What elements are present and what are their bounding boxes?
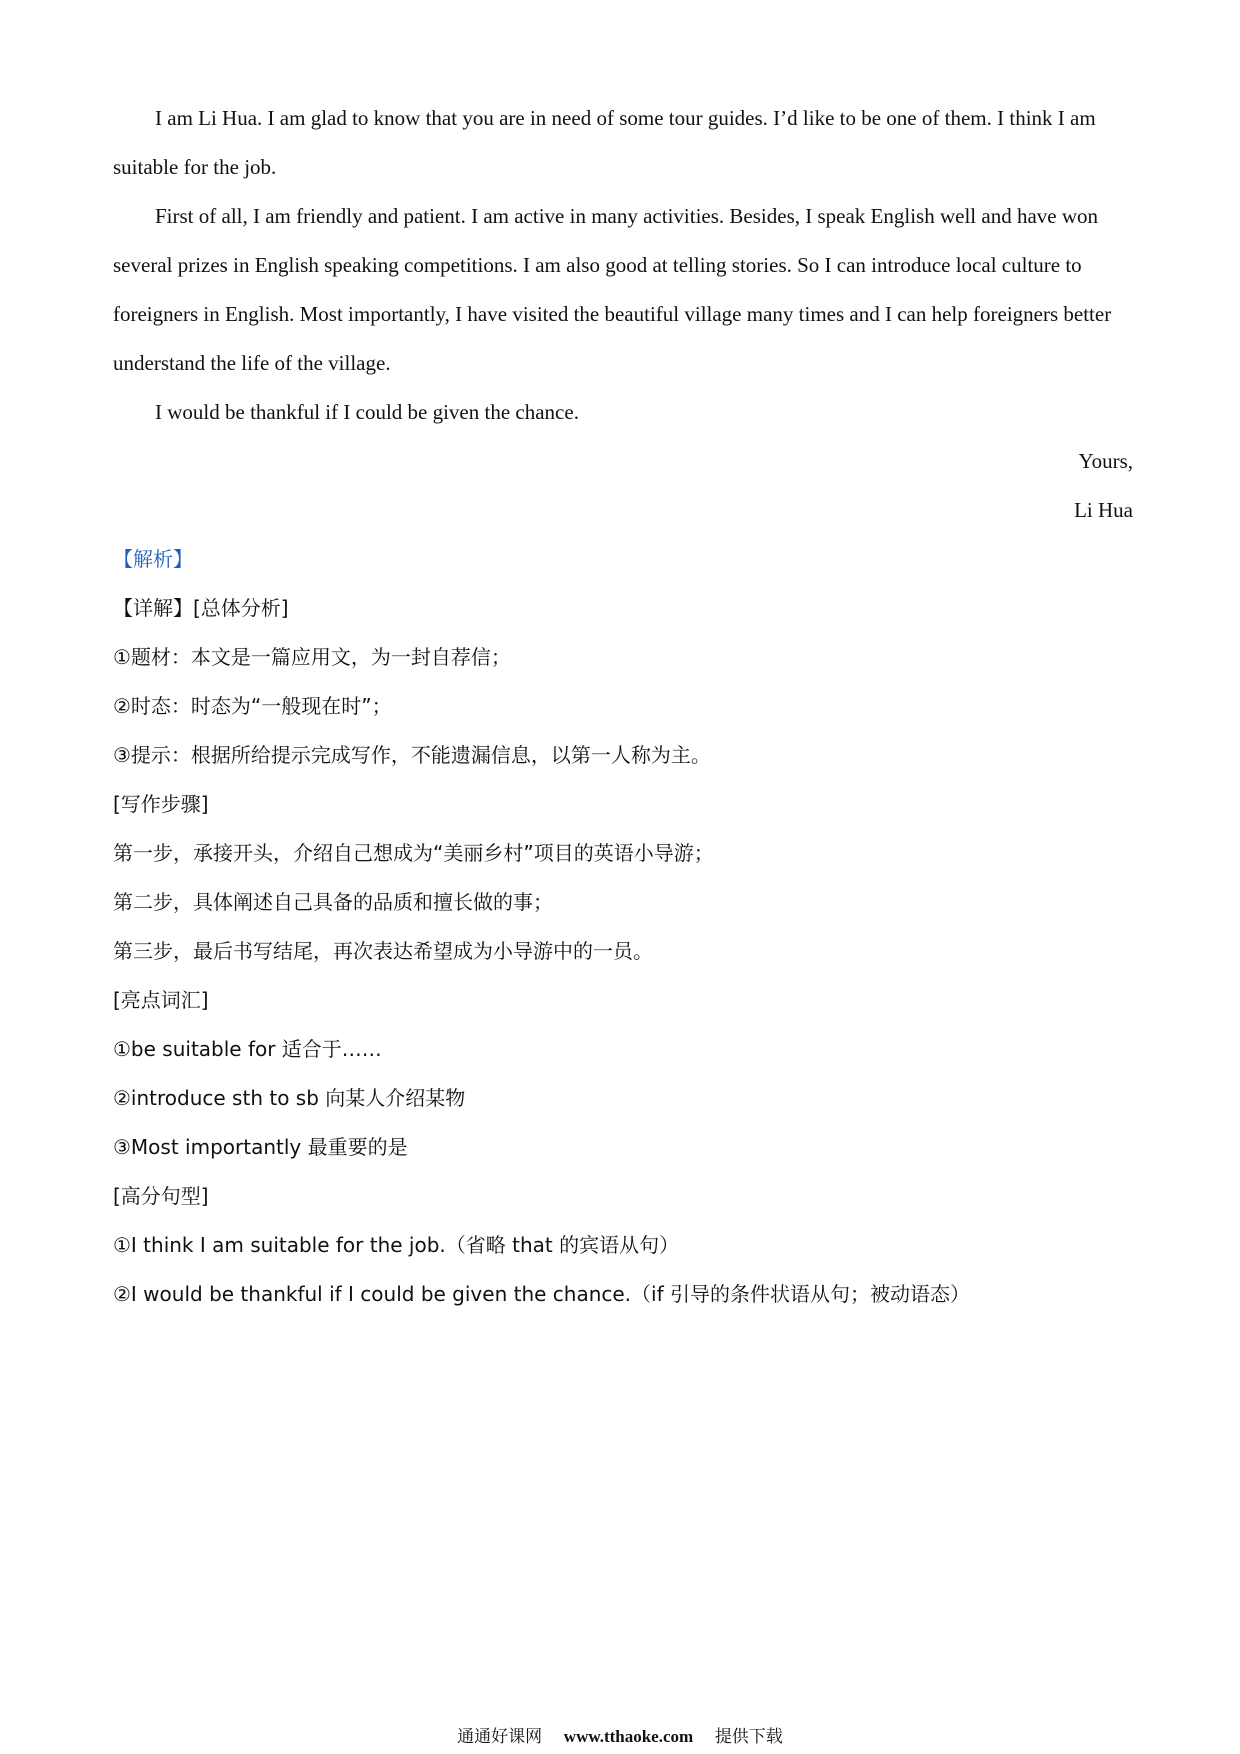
overall-item-2: ②时态：时态为“一般现在时”；	[113, 694, 392, 718]
letter-closing-block	[113, 437, 1133, 535]
page-footer	[0, 1722, 1240, 1747]
letter-paragraph-3: I would be thankful if I could be given the chance.	[155, 400, 579, 424]
vocab-item-1: ①be suitable for 适合于……	[113, 1037, 382, 1061]
step-item-2: 第二步，具体阐述自己具备的品质和擅长做的事；	[113, 890, 553, 914]
letter-paragraph-1: I am Li Hua. I am glad to know that you are in need of some tour guides. I’d like to be one of them. I think I am suitable for the job.	[113, 106, 1096, 179]
sentences-heading: [高分句型]	[113, 1184, 209, 1208]
letter-signature: Li Hua	[1074, 498, 1133, 522]
sentence-item-1: ①I think I am suitable for the job.（省略 that 的宾语从句）	[113, 1233, 680, 1257]
analysis-heading: 【解析】	[113, 547, 193, 571]
vocab-item-3: ③Most importantly 最重要的是	[113, 1135, 408, 1159]
footer-url-link[interactable]: www.tthaoke.com	[563, 1727, 694, 1746]
vocab-heading: [亮点词汇]	[113, 988, 209, 1012]
step-item-3: 第三步，最后书写结尾，再次表达希望成为小导游中的一员。	[113, 939, 653, 963]
letter-closing: Yours,	[1078, 449, 1133, 473]
letter-paragraph-2: First of all, I am friendly and patient. I am active in many activities. Besides, I speak English well and have won several prizes in English speaking competitions. I am also good at telling stories. So I can introduce local culture to foreigners in English. Most importantly, I have visited the beautiful village many times and I can help foreigners better understand the life of the village.	[113, 204, 1112, 375]
steps-heading: [写作步骤]	[113, 792, 209, 816]
sentence-item-2: ②I would be thankful if I could be given the chance.（if 引导的条件状语从句；被动语态）	[113, 1282, 970, 1306]
overall-item-1: ①题材：本文是一篇应用文，为一封自荐信；	[113, 645, 511, 669]
vocab-item-2: ②introduce sth to sb 向某人介绍某物	[113, 1086, 466, 1110]
analysis-section	[113, 535, 1133, 1319]
overall-item-3: ③提示：根据所给提示完成写作，不能遗漏信息，以第一人称为主。	[113, 743, 711, 767]
footer-site-name: 通通好课网	[457, 1727, 543, 1747]
letter-body	[113, 94, 1133, 535]
detail-heading: 【详解】[总体分析]	[113, 596, 289, 620]
step-item-1: 第一步，承接开头，介绍自己想成为“美丽乡村”项目的英语小导游；	[113, 841, 714, 865]
footer-download-text: 提供下载	[714, 1727, 783, 1747]
